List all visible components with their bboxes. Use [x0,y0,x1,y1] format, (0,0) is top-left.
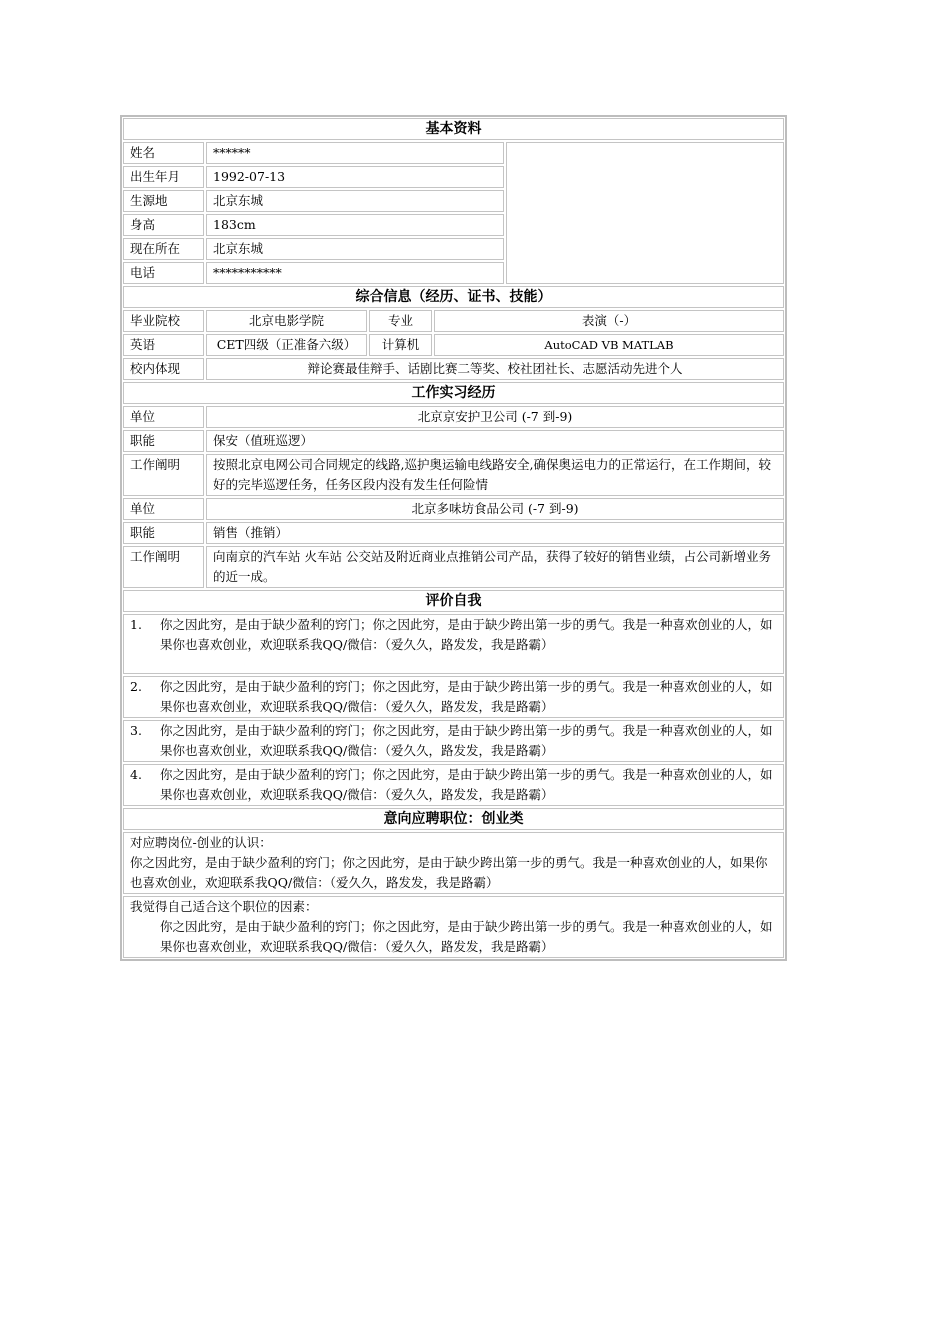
unit-label-2: 单位 [123,498,204,520]
school-value: 北京电影学院 [206,310,367,332]
intent-fit [123,896,784,958]
photo-box [506,142,784,284]
section-title-self: 评价自我 [123,590,784,612]
basic-info-block [122,141,785,285]
section-title-basic: 基本资料 [123,118,784,140]
self-eval-item-3 [123,720,784,762]
item-number: 1. [130,617,142,632]
campus-label: 校内体现 [123,358,204,380]
item-number: 4. [130,767,142,782]
section-title-general: 综合信息（经历、证书、技能） [123,286,784,308]
self-eval-item-1 [123,614,784,674]
intent-cognition [123,832,784,894]
english-value: CET四级（正准备六级） [206,334,367,356]
unit-value-1: 北京京安护卫公司 (-7 到-9) [206,406,784,428]
desc-value-2: 向南京的汽车站 火车站 公交站及附近商业点推销公司产品，获得了较好的销售业绩，占公司新增业务的近一成。 [206,546,784,588]
location-value: 北京东城 [206,238,504,260]
phone-value: *********** [206,262,504,284]
role-value-1: 保安（值班巡逻） [206,430,784,452]
cognition-label: 对应聘岗位-创业的认识： [130,835,272,850]
item-text: 你之因此穷，是由于缺少盈利的窍门；你之因此穷，是由于缺少跨出第一步的勇气。我是一种喜欢创业的人，如果你也喜欢创业，欢迎联系我QQ/微信：（爱久久，路发发，我是路霸） [160,767,773,802]
role-value-2: 销售（推销） [206,522,784,544]
height-label: 身高 [123,214,204,236]
item-text: 你之因此穷，是由于缺少盈利的窍门；你之因此穷，是由于缺少跨出第一步的勇气。我是一种喜欢创业的人，如果你也喜欢创业，欢迎联系我QQ/微信：（爱久久，路发发，我是路霸） [160,617,773,652]
english-label: 英语 [123,334,204,356]
desc-label-1: 工作阐明 [123,454,204,496]
origin-value: 北京东城 [206,190,504,212]
item-text: 你之因此穷，是由于缺少盈利的窍门；你之因此穷，是由于缺少跨出第一步的勇气。我是一种喜欢创业的人，如果你也喜欢创业，欢迎联系我QQ/微信：（爱久久，路发发，我是路霸） [160,679,773,714]
self-eval-item-2 [123,676,784,718]
item-number: 3. [130,723,142,738]
phone-label: 电话 [123,262,204,284]
birth-label: 出生年月 [123,166,204,188]
desc-label-2: 工作阐明 [123,546,204,588]
location-label: 现在所在 [123,238,204,260]
major-value: 表演（-） [434,310,784,332]
school-label: 毕业院校 [123,310,204,332]
unit-label-1: 单位 [123,406,204,428]
item-text: 你之因此穷，是由于缺少盈利的窍门；你之因此穷，是由于缺少跨出第一步的勇气。我是一种喜欢创业的人，如果你也喜欢创业，欢迎联系我QQ/微信：（爱久久，路发发，我是路霸） [160,723,773,758]
fit-text: 你之因此穷，是由于缺少盈利的窍门；你之因此穷，是由于缺少跨出第一步的勇气。我是一种喜欢创业的人，如果你也喜欢创业，欢迎联系我QQ/微信：（爱久久，路发发，我是路霸） [160,919,773,954]
resume-table [120,115,787,961]
section-title-work: 工作实习经历 [123,382,784,404]
name-value: ****** [206,142,504,164]
name-label: 姓名 [123,142,204,164]
birth-value: 1992-07-13 [206,166,504,188]
role-label-2: 职能 [123,522,204,544]
fit-label: 我觉得自己适合这个职位的因素： [130,899,318,914]
campus-value: 辩论赛最佳辩手、话剧比赛二等奖、校社团社长、志愿活动先进个人 [206,358,784,380]
computer-label: 计算机 [369,334,432,356]
section-title-intent: 意向应聘职位：创业类 [123,808,784,830]
unit-value-2: 北京多味坊食品公司 (-7 到-9) [206,498,784,520]
item-number: 2. [130,679,142,694]
major-label: 专业 [369,310,432,332]
cognition-text: 你之因此穷，是由于缺少盈利的窍门；你之因此穷，是由于缺少跨出第一步的勇气。我是一种喜欢创业的人，如果你也喜欢创业，欢迎联系我QQ/微信：（爱久久，路发发，我是路霸） [130,855,768,890]
computer-value: AutoCAD VB MATLAB [434,334,784,356]
role-label-1: 职能 [123,430,204,452]
self-eval-item-4 [123,764,784,806]
desc-value-1: 按照北京电网公司合同规定的线路,巡护奥运输电线路安全,确保奥运电力的正常运行，在工作期间，较好的完毕巡逻任务，任务区段内没有发生任何险情 [206,454,784,496]
height-value: 183cm [206,214,504,236]
origin-label: 生源地 [123,190,204,212]
